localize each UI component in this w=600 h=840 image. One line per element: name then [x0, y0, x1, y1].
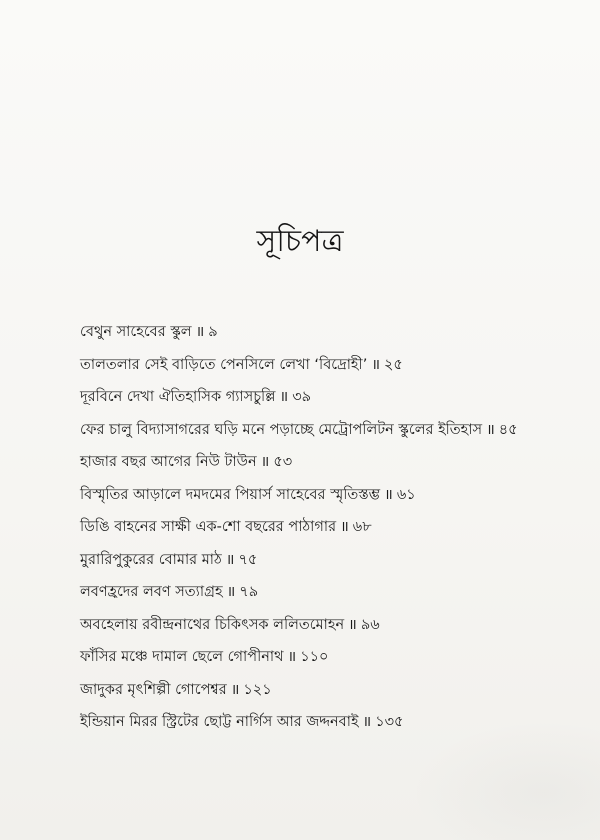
toc-entry — [80, 674, 520, 707]
toc-page-number: ৯ — [208, 324, 218, 340]
toc-entry — [80, 381, 520, 414]
toc-page-number: ৪৫ — [498, 421, 518, 438]
toc-entry — [80, 576, 520, 609]
toc-entry — [80, 609, 520, 642]
toc-separator: ॥ — [287, 649, 297, 665]
toc-entry-title: ফের চালু বিদ্যাসাগরের ঘড়ি মনে পড়াচ্ছে মেট্রোপলিটন স্কুলের ইতিহাস — [80, 421, 483, 438]
toc-page-number: ৭৯ — [239, 584, 259, 600]
toc-separator: ॥ — [384, 486, 393, 503]
toc-separator: ॥ — [362, 714, 372, 730]
toc-entry — [80, 479, 520, 512]
toc-separator: ॥ — [279, 389, 289, 405]
toc-entry — [80, 511, 520, 544]
page-title: সূচিপত্র — [256, 224, 344, 259]
toc-page-number: ৫৩ — [273, 454, 293, 470]
toc-separator: ॥ — [226, 584, 236, 600]
toc-separator: ॥ — [195, 324, 205, 340]
toc-separator: ॥ — [371, 356, 380, 373]
table-of-contents — [80, 316, 520, 739]
toc-entry — [80, 316, 520, 349]
toc-separator: ॥ — [260, 454, 270, 470]
toc-entry — [80, 446, 520, 479]
toc-separator: ॥ — [230, 681, 240, 698]
toc-entry-title: লবণহ্রদের লবণ সত্যাগ্রহ — [80, 584, 223, 600]
toc-separator: ॥ — [225, 551, 235, 568]
toc-page-number: ৭৫ — [238, 551, 258, 568]
toc-separator: ॥ — [340, 519, 349, 535]
toc-entry — [80, 414, 520, 447]
toc-entry-title: ইন্ডিয়ান মিরর স্ট্রিটের ছোট্ট নার্গিস আর জদ্দনবাই — [80, 714, 359, 730]
toc-separator: ॥ — [348, 616, 357, 633]
toc-entry — [80, 641, 520, 674]
paper-shadow — [410, 720, 600, 840]
toc-entry-title: ডিঙি বাহনের সাক্ষী এক-শো বছরের পাঠাগার — [80, 519, 337, 535]
toc-page-number: ১২১ — [243, 681, 272, 698]
toc-page-number: ৩৯ — [292, 389, 312, 405]
toc-page-number: ২৫ — [384, 356, 403, 373]
toc-page-number: ১১০ — [300, 649, 329, 665]
toc-page-number: ৬৮ — [352, 519, 372, 535]
toc-page-number: ১৩৫ — [375, 714, 404, 730]
toc-entry-title: তালতলার সেই বাড়িতে পেনসিলে লেখা ‘বিদ্রোহী’ — [80, 356, 368, 373]
toc-entry-title: হাজার বছর আগের নিউ টাউন — [80, 454, 257, 470]
toc-entry-title: ফাঁসির মঞ্চে দামাল ছেলে গোপীনাথ — [80, 649, 284, 665]
toc-entry-title: বিস্মৃতির আড়ালে দমদমের পিয়ার্স সাহেবের স্মৃতিস্তম্ভ — [80, 486, 381, 503]
toc-entry-title: অবহেলায় রবীন্দ্রনাথের চিকিৎসক ললিতমোহন — [80, 616, 345, 633]
toc-entry — [80, 544, 520, 577]
toc-entry — [80, 349, 520, 382]
toc-page-number: ৯৬ — [360, 616, 380, 633]
toc-entry-title: মুরারিপুকুরের বোমার মাঠ — [80, 551, 222, 568]
toc-entry-title: বেথুন সাহেবের স্কুল — [80, 324, 192, 340]
toc-entry-title: জাদুকর মৃৎশিল্পী গোপেশ্বর — [80, 681, 227, 698]
toc-entry-title: দূরবিনে দেখা ঐতিহাসিক গ্যাসচুল্লি — [80, 389, 276, 405]
toc-separator: ॥ — [486, 421, 495, 438]
toc-page-number: ৬১ — [396, 486, 416, 503]
